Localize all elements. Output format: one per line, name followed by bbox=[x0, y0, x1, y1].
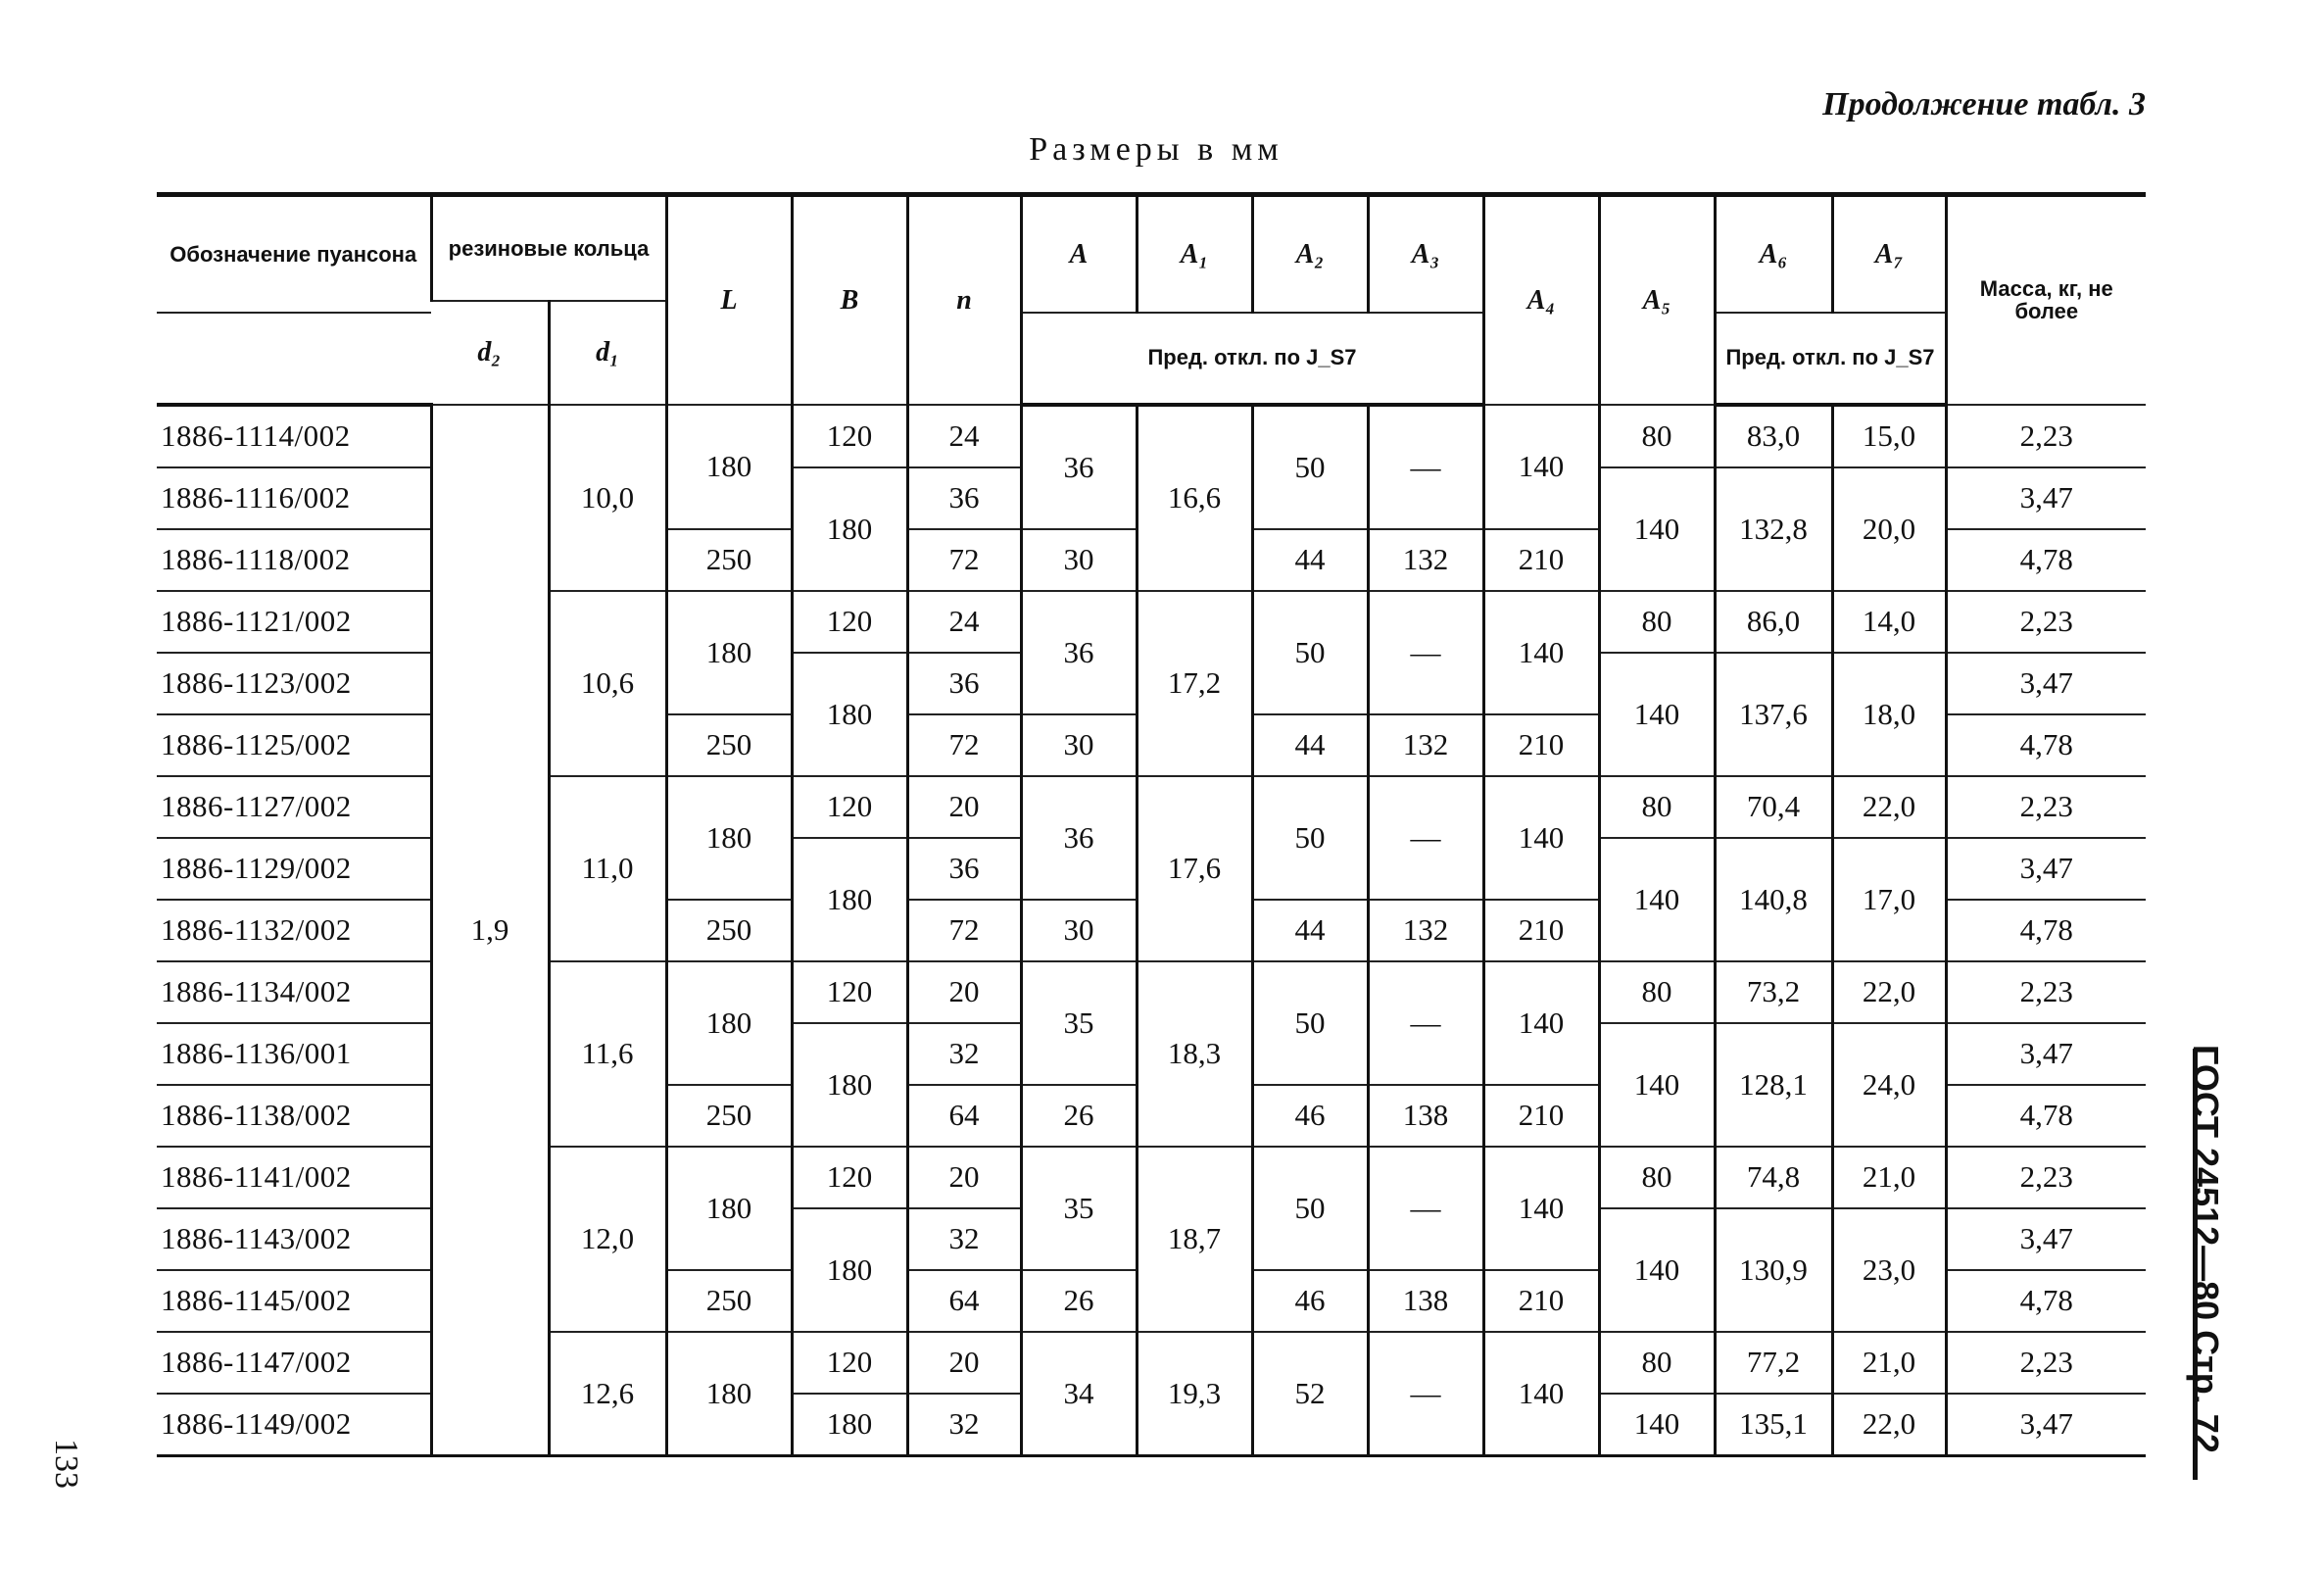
table-cell: 30 bbox=[1021, 900, 1137, 961]
header-A7: A₇ bbox=[1832, 195, 1946, 313]
table-cell: 72 bbox=[907, 529, 1021, 591]
header-A4: A₄ bbox=[1483, 195, 1599, 405]
table-cell: 32 bbox=[907, 1023, 1021, 1085]
table-cell: — bbox=[1368, 405, 1483, 529]
table-cell: 140 bbox=[1599, 1394, 1715, 1456]
header-A2: A₂ bbox=[1252, 195, 1368, 313]
continuation-label: Продолжение табл. 3 bbox=[1822, 86, 2146, 123]
punch-code: 1886-1132/002 bbox=[157, 900, 431, 961]
table-cell: 180 bbox=[666, 961, 792, 1085]
table-cell: 210 bbox=[1483, 1270, 1599, 1332]
table-cell: 140 bbox=[1483, 776, 1599, 900]
table-cell: — bbox=[1368, 776, 1483, 900]
header-L: L bbox=[666, 195, 792, 405]
table-cell: 74,8 bbox=[1715, 1147, 1832, 1208]
table-cell: 20,0 bbox=[1832, 467, 1946, 591]
table-cell: 132 bbox=[1368, 529, 1483, 591]
table-cell: 21,0 bbox=[1832, 1147, 1946, 1208]
header-A5: A₅ bbox=[1599, 195, 1715, 405]
table-cell: 140 bbox=[1599, 1208, 1715, 1332]
d1-value: 12,0 bbox=[549, 1147, 666, 1332]
table-cell: 50 bbox=[1252, 1147, 1368, 1270]
table-cell: 140,8 bbox=[1715, 838, 1832, 961]
table-cell: 46 bbox=[1252, 1270, 1368, 1332]
table-cell: 140 bbox=[1599, 653, 1715, 776]
table-cell: 24,0 bbox=[1832, 1023, 1946, 1147]
table-cell: 140 bbox=[1483, 591, 1599, 714]
table-cell: 72 bbox=[907, 714, 1021, 776]
table-cell: 36 bbox=[907, 838, 1021, 900]
punch-code: 1886-1129/002 bbox=[157, 838, 431, 900]
table-cell: — bbox=[1368, 591, 1483, 714]
table-cell: 210 bbox=[1483, 900, 1599, 961]
page-number: 133 bbox=[48, 1439, 84, 1489]
table-body bbox=[157, 405, 2146, 1456]
table-cell: 180 bbox=[792, 1394, 907, 1456]
table-cell: 80 bbox=[1599, 1332, 1715, 1394]
table-cell: 180 bbox=[792, 838, 907, 961]
table-cell: 30 bbox=[1021, 529, 1137, 591]
table-cell: 64 bbox=[907, 1085, 1021, 1147]
punch-code: 1886-1143/002 bbox=[157, 1208, 431, 1270]
table-cell: — bbox=[1368, 961, 1483, 1085]
table-cell: 180 bbox=[792, 467, 907, 591]
table-cell: 22,0 bbox=[1832, 1394, 1946, 1456]
table-cell: 22,0 bbox=[1832, 961, 1946, 1023]
table-cell: 180 bbox=[792, 653, 907, 776]
mass-value: 4,78 bbox=[1946, 1270, 2146, 1332]
mass-value: 3,47 bbox=[1946, 1394, 2146, 1456]
table-cell: 26 bbox=[1021, 1085, 1137, 1147]
table-cell: 22,0 bbox=[1832, 776, 1946, 838]
table-cell: 50 bbox=[1252, 776, 1368, 900]
table-cell: 72 bbox=[907, 900, 1021, 961]
table-cell: 36 bbox=[1021, 591, 1137, 714]
table-cell: 140 bbox=[1483, 405, 1599, 529]
table-cell: 250 bbox=[666, 900, 792, 961]
table-cell: 30 bbox=[1021, 714, 1137, 776]
table-cell: 44 bbox=[1252, 900, 1368, 961]
table-cell: 140 bbox=[1483, 961, 1599, 1085]
table-cell: 73,2 bbox=[1715, 961, 1832, 1023]
table-cell: 140 bbox=[1599, 838, 1715, 961]
table-cell: 64 bbox=[907, 1270, 1021, 1332]
table-cell: 18,0 bbox=[1832, 653, 1946, 776]
table-cell: 140 bbox=[1599, 467, 1715, 591]
table-cell: 138 bbox=[1368, 1270, 1483, 1332]
table-cell: 210 bbox=[1483, 1085, 1599, 1147]
table-cell: 50 bbox=[1252, 405, 1368, 529]
table-cell: 132,8 bbox=[1715, 467, 1832, 591]
header-d1: d₁ bbox=[549, 301, 666, 405]
punch-code: 1886-1134/002 bbox=[157, 961, 431, 1023]
table-cell: — bbox=[1368, 1332, 1483, 1456]
table-cell: 32 bbox=[907, 1208, 1021, 1270]
table-cell: 70,4 bbox=[1715, 776, 1832, 838]
table-cell: 180 bbox=[666, 405, 792, 529]
table-cell: 26 bbox=[1021, 1270, 1137, 1332]
mass-value: 3,47 bbox=[1946, 838, 2146, 900]
punch-code: 1886-1118/002 bbox=[157, 529, 431, 591]
table-cell: 21,0 bbox=[1832, 1332, 1946, 1394]
table-cell: 138 bbox=[1368, 1085, 1483, 1147]
table-cell: 180 bbox=[666, 591, 792, 714]
table-cell: 20 bbox=[907, 1332, 1021, 1394]
header-n: n bbox=[907, 195, 1021, 405]
table-cell: 14,0 bbox=[1832, 591, 1946, 653]
table-cell: 137,6 bbox=[1715, 653, 1832, 776]
d1-value: 10,6 bbox=[549, 591, 666, 776]
punch-code: 1886-1125/002 bbox=[157, 714, 431, 776]
mass-value: 4,78 bbox=[1946, 714, 2146, 776]
gost-reference: ГОСТ 24512—80 Стр. 72 bbox=[2186, 1045, 2226, 1453]
mass-value: 3,47 bbox=[1946, 1208, 2146, 1270]
table-cell: 80 bbox=[1599, 776, 1715, 838]
punch-code: 1886-1141/002 bbox=[157, 1147, 431, 1208]
table-cell: 83,0 bbox=[1715, 405, 1832, 467]
punch-code: 1886-1149/002 bbox=[157, 1394, 431, 1456]
table-cell: 20 bbox=[907, 961, 1021, 1023]
table-cell: 44 bbox=[1252, 714, 1368, 776]
table-cell: 128,1 bbox=[1715, 1023, 1832, 1147]
table-cell: 180 bbox=[666, 1147, 792, 1270]
table-cell: 250 bbox=[666, 714, 792, 776]
mass-value: 4,78 bbox=[1946, 1085, 2146, 1147]
punch-code: 1886-1147/002 bbox=[157, 1332, 431, 1394]
table-cell: 50 bbox=[1252, 591, 1368, 714]
table-cell: — bbox=[1368, 1147, 1483, 1270]
table-cell: 130,9 bbox=[1715, 1208, 1832, 1332]
table-cell: 15,0 bbox=[1832, 405, 1946, 467]
units-label: Размеры в мм bbox=[1029, 131, 1283, 168]
header-A3: A₃ bbox=[1368, 195, 1483, 313]
table-cell: 80 bbox=[1599, 961, 1715, 1023]
table-cell: 18,3 bbox=[1137, 961, 1252, 1147]
header-B: B bbox=[792, 195, 907, 405]
mass-value: 3,47 bbox=[1946, 1023, 2146, 1085]
punch-code: 1886-1116/002 bbox=[157, 467, 431, 529]
table-cell: 210 bbox=[1483, 714, 1599, 776]
table-cell: 80 bbox=[1599, 591, 1715, 653]
d2-value: 1,9 bbox=[431, 405, 549, 1456]
table-cell: 120 bbox=[792, 776, 907, 838]
table-cell: 180 bbox=[666, 776, 792, 900]
table-cell: 50 bbox=[1252, 961, 1368, 1085]
table-cell: 20 bbox=[907, 776, 1021, 838]
mass-value: 2,23 bbox=[1946, 591, 2146, 653]
table-cell: 135,1 bbox=[1715, 1394, 1832, 1456]
table-cell: 132 bbox=[1368, 714, 1483, 776]
table-cell: 250 bbox=[666, 529, 792, 591]
d1-value: 10,0 bbox=[549, 405, 666, 591]
punch-code: 1886-1123/002 bbox=[157, 653, 431, 714]
table-cell: 140 bbox=[1483, 1147, 1599, 1270]
header-A6: A₆ bbox=[1715, 195, 1832, 313]
mass-value: 4,78 bbox=[1946, 529, 2146, 591]
mass-value: 2,23 bbox=[1946, 961, 2146, 1023]
table-cell: 24 bbox=[907, 405, 1021, 467]
punch-code: 1886-1136/001 bbox=[157, 1023, 431, 1085]
table-cell: 180 bbox=[792, 1208, 907, 1332]
table-cell: 120 bbox=[792, 1147, 907, 1208]
table-cell: 35 bbox=[1021, 1147, 1137, 1270]
d1-value: 11,0 bbox=[549, 776, 666, 961]
header-mass: Масса, кг, не более bbox=[1946, 195, 2146, 405]
table-cell: 80 bbox=[1599, 1147, 1715, 1208]
header-tolerance-A: Пред. откл. по J_S7 bbox=[1021, 313, 1483, 405]
table-cell: 140 bbox=[1599, 1023, 1715, 1147]
table-cell: 36 bbox=[1021, 405, 1137, 529]
table-cell: 32 bbox=[907, 1394, 1021, 1456]
mass-value: 3,47 bbox=[1946, 467, 2146, 529]
table-cell: 132 bbox=[1368, 900, 1483, 961]
punch-code: 1886-1145/002 bbox=[157, 1270, 431, 1332]
mass-value: 2,23 bbox=[1946, 405, 2146, 467]
table-cell: 34 bbox=[1021, 1332, 1137, 1456]
table-cell: 52 bbox=[1252, 1332, 1368, 1456]
header-code: Обозначение пуансона bbox=[157, 195, 431, 313]
mass-value: 4,78 bbox=[1946, 900, 2146, 961]
table-cell: 23,0 bbox=[1832, 1208, 1946, 1332]
d1-value: 12,6 bbox=[549, 1332, 666, 1456]
mass-value: 2,23 bbox=[1946, 1332, 2146, 1394]
table-row bbox=[157, 405, 2146, 467]
table-cell: 250 bbox=[666, 1085, 792, 1147]
table-cell: 120 bbox=[792, 405, 907, 467]
table-cell: 210 bbox=[1483, 529, 1599, 591]
table-cell: 46 bbox=[1252, 1085, 1368, 1147]
table-cell: 250 bbox=[666, 1270, 792, 1332]
header-code-continued bbox=[157, 313, 431, 405]
table-cell: 19,3 bbox=[1137, 1332, 1252, 1456]
table-cell: 180 bbox=[792, 1023, 907, 1147]
table-cell: 180 bbox=[666, 1332, 792, 1456]
table-cell: 17,0 bbox=[1832, 838, 1946, 961]
mass-value: 2,23 bbox=[1946, 1147, 2146, 1208]
table-cell: 36 bbox=[907, 467, 1021, 529]
punch-code: 1886-1138/002 bbox=[157, 1085, 431, 1147]
table-cell: 140 bbox=[1483, 1332, 1599, 1456]
table-cell: 35 bbox=[1021, 961, 1137, 1085]
table-cell: 120 bbox=[792, 961, 907, 1023]
table-cell: 17,2 bbox=[1137, 591, 1252, 776]
table-cell: 36 bbox=[907, 653, 1021, 714]
dimensions-table bbox=[157, 192, 2146, 1457]
table-cell: 120 bbox=[792, 1332, 907, 1394]
punch-code: 1886-1127/002 bbox=[157, 776, 431, 838]
d1-value: 11,6 bbox=[549, 961, 666, 1147]
table-cell: 36 bbox=[1021, 776, 1137, 900]
table-cell: 120 bbox=[792, 591, 907, 653]
punch-code: 1886-1114/002 bbox=[157, 405, 431, 467]
mass-value: 2,23 bbox=[1946, 776, 2146, 838]
header-tolerance-A6A7: Пред. откл. по J_S7 bbox=[1715, 313, 1946, 405]
table-cell: 18,7 bbox=[1137, 1147, 1252, 1332]
table-cell: 77,2 bbox=[1715, 1332, 1832, 1394]
table-cell: 80 bbox=[1599, 405, 1715, 467]
header-A1: A₁ bbox=[1137, 195, 1252, 313]
mass-value: 3,47 bbox=[1946, 653, 2146, 714]
table-cell: 44 bbox=[1252, 529, 1368, 591]
table-cell: 86,0 bbox=[1715, 591, 1832, 653]
table-cell: 16,6 bbox=[1137, 405, 1252, 591]
table-cell: 20 bbox=[907, 1147, 1021, 1208]
header-A: A bbox=[1021, 195, 1137, 313]
header-rings: резиновые кольца bbox=[431, 195, 666, 301]
punch-code: 1886-1121/002 bbox=[157, 591, 431, 653]
table-cell: 24 bbox=[907, 591, 1021, 653]
table-cell: 17,6 bbox=[1137, 776, 1252, 961]
header-d2: d₂ bbox=[431, 301, 549, 405]
